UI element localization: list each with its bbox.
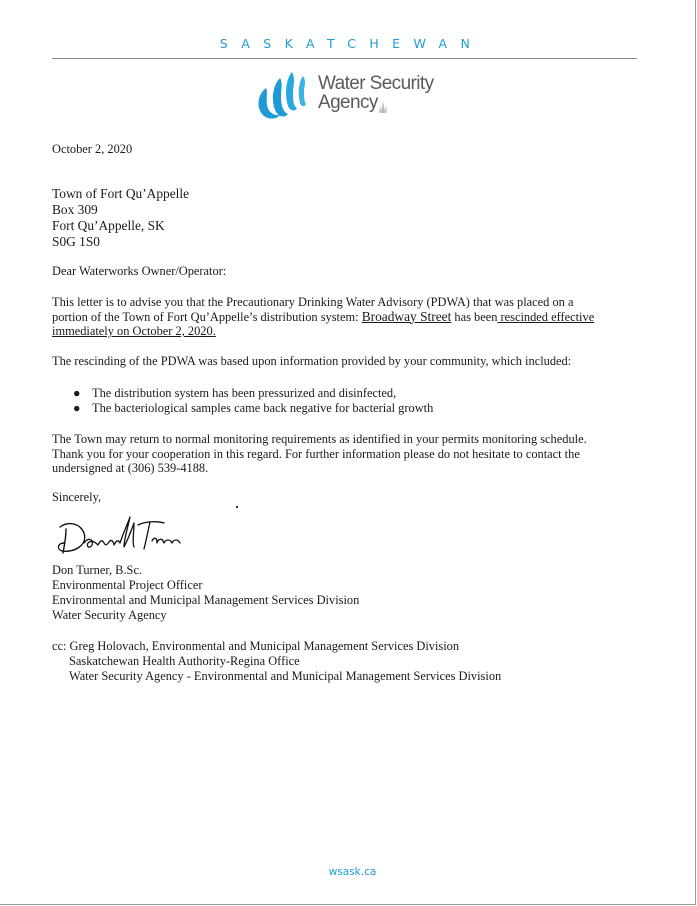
list-item-text: The distribution system has been pressurized and disinfected, <box>92 386 397 400</box>
signatory-division: Environmental and Municipal Management Services Division <box>52 593 360 607</box>
province-header: SASKATCHEWAN <box>219 36 484 51</box>
cc-list <box>52 639 501 684</box>
bullet-icon: ● <box>73 401 81 415</box>
text-run: has been <box>451 309 498 324</box>
paragraph-line: The Town may return to normal monitoring requirements as identified in your permits monitoring schedule. <box>52 432 587 446</box>
header-rule <box>52 58 637 59</box>
wheat-sheaf-icon <box>378 100 388 114</box>
cc-line: cc: Greg Holovach, Environmental and Municipal Management Services Division <box>52 639 460 653</box>
paragraph-basis: The rescinding of the PDWA was based upon information provided by your community, which included: <box>52 354 572 368</box>
address-line: Town of Fort Qu’Appelle <box>52 186 190 201</box>
water-drops-icon <box>254 70 318 122</box>
logo-line-2: Agency <box>318 92 378 113</box>
salutation: Dear Waterworks Owner/Operator: <box>52 264 227 278</box>
logo-line-1: Water Security <box>318 73 434 94</box>
bullet-list <box>52 386 433 416</box>
address-line: Fort Qu’Appelle, SK <box>52 218 165 233</box>
street-name: Broadway Street <box>361 308 452 324</box>
stray-mark <box>236 506 238 508</box>
list-item <box>52 401 433 416</box>
paragraph-line: Thank you for your cooperation in this regard. For further information please do not hesitate to contact the <box>52 446 580 461</box>
address-line: Box 309 <box>52 202 98 217</box>
letter-date: October 2, 2020 <box>52 142 133 156</box>
wsa-logo <box>254 70 444 122</box>
cc-line: Water Security Agency - Environmental and Municipal Management Services Division <box>69 669 502 683</box>
signatory-block <box>52 563 359 623</box>
paragraph-line <box>52 310 642 325</box>
signatory-agency: Water Security Agency <box>52 608 167 622</box>
paragraph-monitoring <box>52 432 642 476</box>
handwritten-signature <box>54 513 189 558</box>
address-line: S0G 1S0 <box>52 234 100 249</box>
recipient-address <box>52 186 189 250</box>
closing: Sincerely, <box>52 490 102 504</box>
paragraph-advisory <box>52 295 642 339</box>
logo-text <box>318 74 433 112</box>
bullet-icon: ● <box>73 386 81 400</box>
list-item <box>52 386 433 401</box>
rescinded-text: rescinded effective <box>497 309 595 324</box>
cc-line: Saskatchewan Health Authority-Regina Office <box>69 654 300 668</box>
signatory-name: Don Turner, B.Sc. <box>52 563 143 577</box>
signatory-title: Environmental Project Officer <box>52 578 203 592</box>
list-item-text: The bacteriological samples came back negative for bacterial growth <box>92 401 434 415</box>
text-run: portion of the Town of Fort Qu’Appelle’s distribution system: <box>52 309 362 324</box>
paragraph-line: immediately on October 2, 2020. <box>52 324 216 339</box>
footer-website: wsask.ca <box>328 866 377 878</box>
paragraph-line: undersigned at (306) 539-4188. <box>52 461 209 476</box>
paragraph-line: This letter is to advise you that the Precautionary Drinking Water Advisory (PDWA) that was placed on a <box>52 295 574 309</box>
